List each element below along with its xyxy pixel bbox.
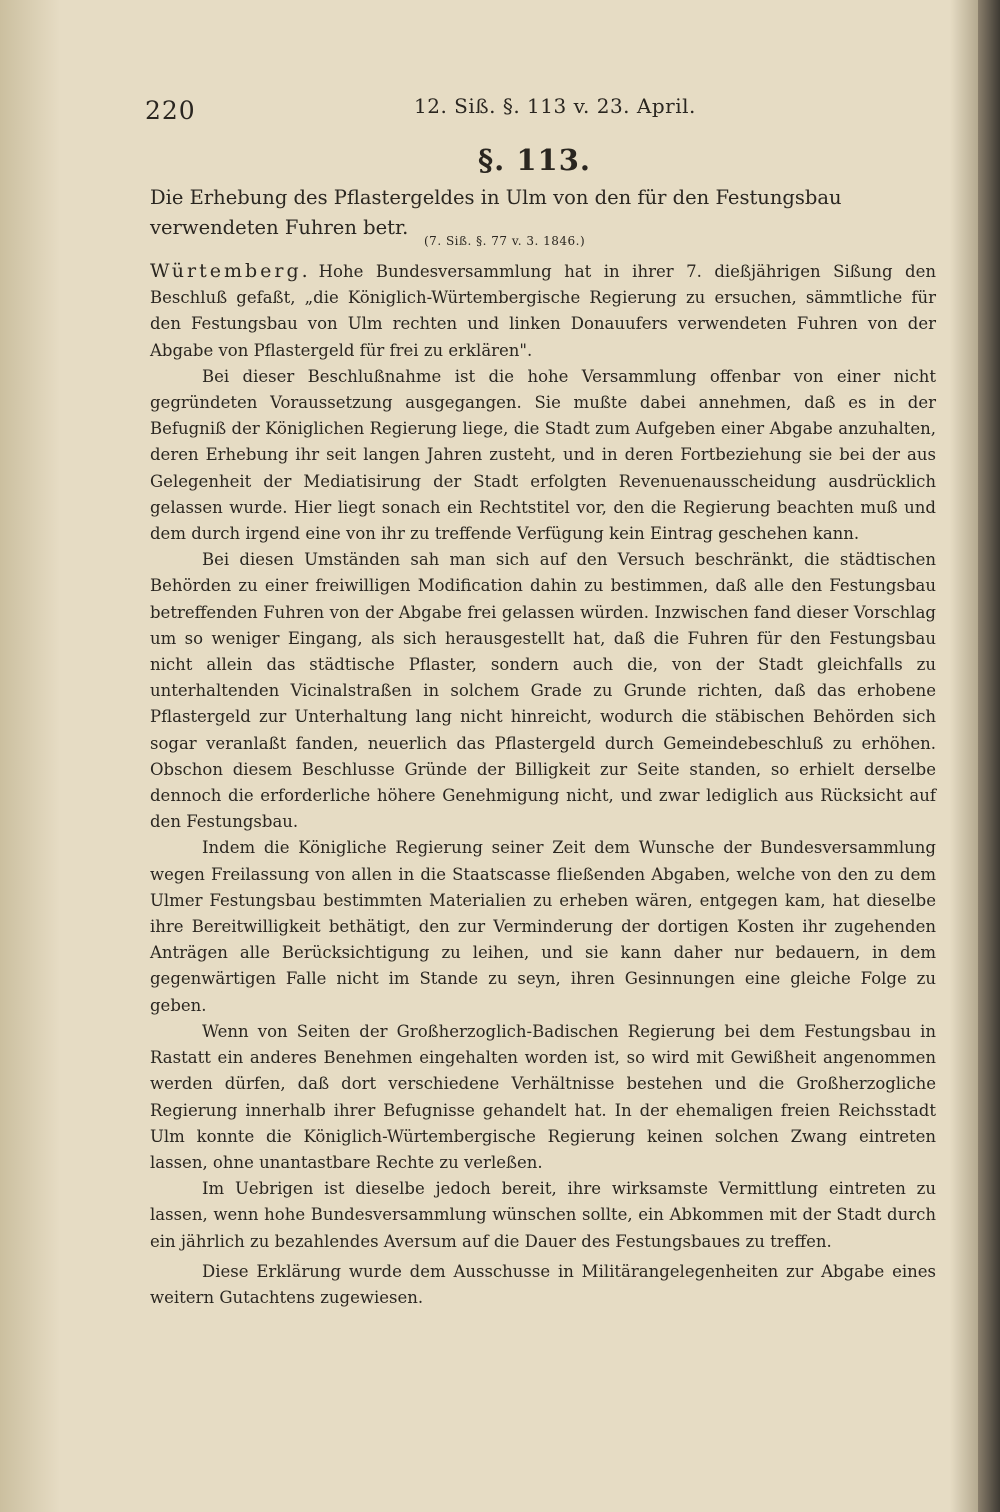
paragraph: Im Uebrigen ist dieselbe jedoch bereit, ihre wirksamste Vermittlung eintreten zu lassen, wenn hohe Bundesversammlung wünschen sollte, ein Abkommen mit der Stadt durch ein jährlich zu bezahlendes Aversum auf die Dauer des Festungsbaues zu treffen. <box>150 1179 936 1251</box>
paragraph <box>150 258 936 364</box>
page-number: 220 <box>145 96 196 125</box>
paragraph: Indem die Königliche Regierung seiner Zeit dem Wunsche der Bundesversammlung wegen Freilassung von allen in die Staatscasse fließenden Abgaben, welche von den zu dem Ulmer Festungsbau bestimmten Materialien zu erheben wären, entgegen kam, hat dieselbe ihre Bereitwilligkeit bethätigt, den zur Verminderung der dortigen Kosten ihr zugehenden Anträgen alle Berücksichtigung zu leihen, und sie kann daher nur bedauern, in dem gegenwärtigen Falle nicht im Stande zu seyn, ihren Gesinnungen eine gleiche Folge zu geben. <box>150 838 936 1015</box>
paragraph: Wenn von Seiten der Großherzoglich-Badischen Regierung bei dem Festungsbau in Rastatt ein anderes Benehmen eingehalten worden ist, so wird mit Gewißheit angenommen werden dürfen, daß dort verschiedene Verhältnisse bestehen und die Großherzogliche Regierung innerhalb ihrer Befugnisse gehandelt hat. In der ehemaligen freien Reichsstadt Ulm konnte die Königlich-Würtembergische Regierung keinen solchen Zwang eintreten lassen, ohne unantastbare Rechte zu verleßen. <box>150 1021 936 1172</box>
state-name: Würtemberg. <box>150 260 311 282</box>
paragraph-text: Hohe Bundesversammlung hat in ihrer 7. dießjährigen Sißung den Beschluß gefaßt, „die Königlich-Würtembergische Regierung zu ersuchen, sämmtliche für den Festungsbau von Ulm rechten und linken Donauufers verwendeten Fuhren von der Abgabe von Pflastergeld für frei zu erklären". <box>150 262 936 360</box>
paragraph: Bei diesen Umständen sah man sich auf den Versuch beschränkt, die städtischen Behörden zu einer freiwilligen Modification dahin zu bestimmen, daß alle den Festungsbau betreffenden Fuhren von der Abgabe frei gelassen würden. Inzwischen fand dieser Vorschlag um so weniger Eingang, als sich herausgestellt hat, daß die Fuhren für den Festungsbau nicht allein das städtische Pflaster, sondern auch die, von der Stadt gleichfalls zu unterhaltenden Vicinalstraßen in solchem Grade zu Grunde richten, daß das erhobene Pflastergeld zur Unterhaltung lang nicht hinreicht, wodurch die stäbischen Behörden sich sogar veranlaßt fanden, neuerlich das Pflastergeld durch Gemeindebeschluß zu erhöhen. Obschon diesem Beschlusse Gründe der Billigkeit zur Seite standen, so erhielt derselbe dennoch die erforderliche höhere Genehmigung nicht, und zwar lediglich aus Rücksicht auf den Festungsbau. <box>150 550 936 832</box>
section-citation: (7. Siß. §. 77 v. 3. 1846.) <box>424 234 586 248</box>
section-title: Die Erhebung des Pflastergeldes in Ulm von den für den Festungsbau verwendeten Fuhren betr. <box>150 186 842 239</box>
section-number: §. 113. <box>478 143 591 177</box>
paragraph: Bei dieser Beschlußnahme ist die hohe Versammlung offenbar von einer nicht gegründeten Voraussetzung ausgegangen. Sie mußte dabei annehmen, daß es in der Befugniß der Königlichen Regierung liege, die Stadt zum Aufgeben einer Abgabe anzuhalten, deren Erhebung ihr seit langen Jahren zusteht, und in deren Fortbeziehung sie bei der aus Gelegenheit der Mediatisirung der Stadt erfolgten Revenuenausscheidung ausdrücklich gelassen wurde. Hier liegt sonach ein Rechtstitel vor, den die Regierung beachten muß und dem durch irgend eine von ihr zu treffende Verfügung kein Eintrag geschehen kann. <box>150 366 936 544</box>
running-head: 12. Siß. §. 113 v. 23. April. <box>414 94 696 118</box>
closing-note: Diese Erklärung wurde dem Ausschusse in Militärangelegenheiten zur Abgabe eines weitern Gutachtens zugewiesen. <box>150 1261 936 1307</box>
book-binding-edge <box>978 0 1000 1512</box>
body-text <box>150 258 936 1311</box>
page-shading <box>0 0 60 1512</box>
page-edge-shadow <box>950 0 978 1512</box>
